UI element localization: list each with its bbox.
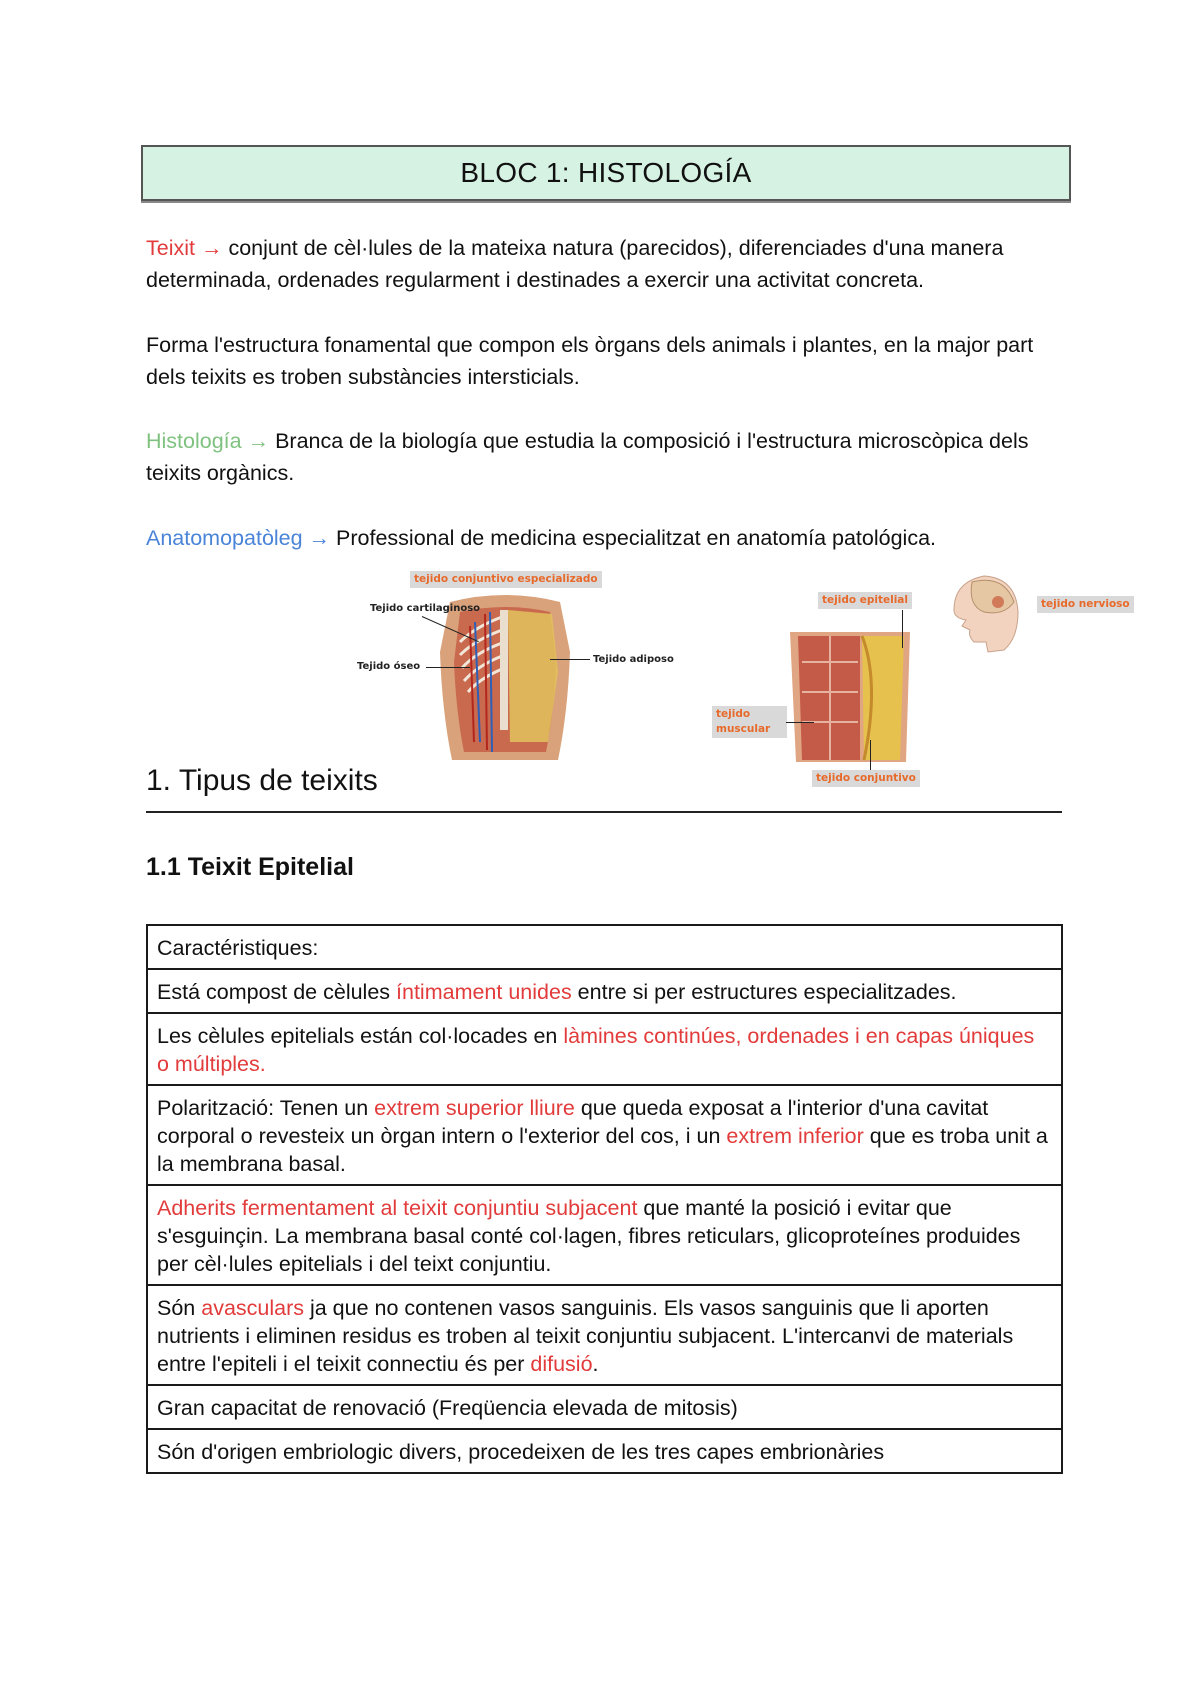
label-conjuntivo-especializado: tejido conjuntivo especializado [410,571,602,588]
highlight-text: difusió [530,1352,593,1376]
definition-teixit [146,232,1066,296]
definition-teixit-extra [146,329,1066,393]
highlight-text: íntimament unides [396,980,572,1004]
section-heading: 1. Tipus de teixits [146,764,378,797]
characteristics-table [146,924,1063,1474]
cell-text: Gran capacitat de renovació (Freqüencia elevada de mitosis) [157,1396,738,1420]
term-anatomopatoleg: Anatomopatòleg → [146,526,331,550]
section-divider [146,811,1062,813]
table-cell [147,969,1062,1013]
cell-text: Polarització: Tenen un [157,1096,375,1120]
cell-text: Són d'origen embriologic divers, procedeixen de les tres capes embrionàries [157,1440,885,1464]
teixit-text-2: Forma l'estructura fonamental que compon els òrgans dels animals i plantes, en la major part dels teixits es troben substàncies intersticials. [146,333,1034,389]
table-cell [147,1013,1062,1085]
table-row [147,1013,1062,1085]
table-cell [147,1085,1062,1185]
table-row [147,969,1062,1013]
cell-text: entre si per estructures especialitzades. [571,980,957,1004]
tissue-figure [340,570,1140,790]
table-row [147,1385,1062,1429]
cell-text: que manté la posició i evitar que s'esguinçin. La membrana basal conté col·lagen, fibres reticulars, glicoproteínes produides per cèl·lules epitelials i del teixt conjuntiu. [157,1196,1021,1276]
head-nervous-illustration [944,572,1024,656]
table-cell [147,925,1062,969]
cell-text: . [592,1352,599,1376]
cell-text: que es troba unit a la membrana basal. [157,1124,1048,1176]
pointer-line [426,667,470,668]
label-muscular: tejido muscular [712,706,787,738]
table-cell [147,1285,1062,1385]
table-row [147,925,1062,969]
term-histologia: Histología → [146,429,270,453]
pointer-line [870,740,871,770]
highlight-text: Adherits fermentament al teixit conjuntiu subjacent [157,1196,638,1220]
definition-histologia [146,425,1066,489]
cell-text: Está compost de cèlules [157,980,397,1004]
table-cell [147,1429,1062,1473]
label-nervioso: tejido nervioso [1037,596,1134,613]
label-oseo: Tejido óseo [357,661,421,672]
table-row [147,1285,1062,1385]
cell-text: ja que no contenen vasos sanguinis. Els vasos sanguinis que li aporten nutrients i eliminen residus es troben al teixit conjuntiu subjacent. L'intercanvi de materials entre l'epiteli i el teixit connectiu és per [157,1296,1014,1376]
label-epitelial: tejido epitelial [818,592,912,609]
torso-muscle-illustration [780,622,920,762]
highlight-text: avasculars [201,1296,304,1320]
table-row [147,1185,1062,1285]
cell-text: Són [157,1296,202,1320]
table-cell [147,1385,1062,1429]
table-row [147,1085,1062,1185]
highlight-text: extrem superior lliure [374,1096,575,1120]
highlight-text: extrem inferior [726,1124,864,1148]
cell-text: Caractéristiques: [157,936,319,960]
torso-connective-illustration [430,592,580,760]
pointer-line [902,610,903,648]
teixit-text: conjunt de cèl·lules de la mateixa natura (parecidos), diferenciades d'una manera determinada, ordenades regularment i destinades a exercir una activitat concreta. [146,236,1004,292]
term-teixit: Teixit → [146,236,223,260]
label-conjuntivo: tejido conjuntivo [812,770,920,787]
pointer-line [786,722,814,723]
table-row [147,1429,1062,1473]
anatomo-text: Professional de medicina especialitzat en anatomía patológica. [330,526,937,550]
table-cell [147,1185,1062,1285]
pointer-line [550,659,590,660]
label-cartilaginoso: Tejido cartilaginoso [370,603,481,614]
highlight-text: làmines continúes, ordenades i en capas úniques o múltiples. [157,1024,1035,1076]
histologia-text: Branca de la biología que estudia la composició i l'estructura microscòpica dels teixits orgànics. [146,429,1029,485]
label-adiposo: Tejido adiposo [593,654,674,665]
cell-text: Les cèlules epitelials están col·locades en [157,1024,564,1048]
cell-text: que queda exposat a l'interior d'una cavitat corporal o revesteix un òrgan intern o l'exterior del cos, i un [157,1096,989,1148]
subsection-heading: 1.1 Teixit Epitelial [146,853,354,881]
definition-anatomopatoleg [146,522,1066,554]
page-title [141,145,1071,201]
page-title-text: BLOC 1: HISTOLOGÍA [460,157,752,188]
